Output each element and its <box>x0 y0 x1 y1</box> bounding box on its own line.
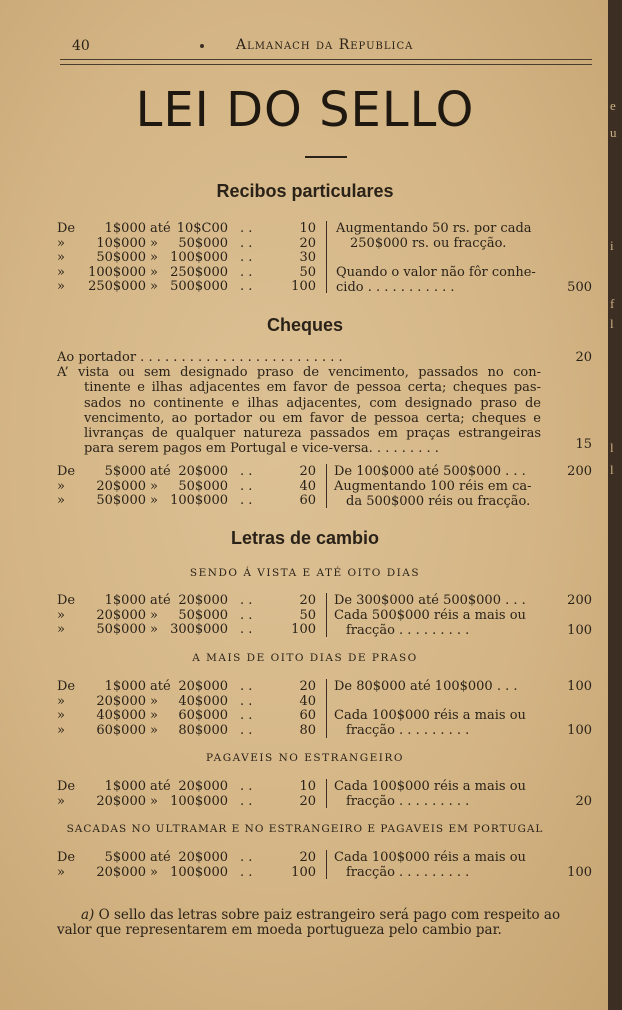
range-from-amount: 20$000 <box>96 478 146 494</box>
range-to-amount: 20$000 <box>178 464 228 479</box>
stamp-value-reis: 20 <box>299 464 316 479</box>
stamp-value-reis: 100 <box>291 622 316 638</box>
range-connector: » <box>150 264 158 280</box>
letras-note-value: 100 <box>567 865 592 880</box>
cheques-note-value: 200 <box>567 464 592 479</box>
leader-dots: . . <box>240 235 253 251</box>
range-from-amount: 100$000 <box>88 264 146 280</box>
range-to-amount: 50$000 <box>178 478 228 494</box>
edge-letter: l <box>610 316 614 331</box>
leader-dots: . . <box>240 779 253 794</box>
letras-note-value: 200 <box>567 593 592 608</box>
cheques-paragraph-line: vencimento, ao portador ou em favor de pessoa certa; cheques e <box>84 410 541 426</box>
leader-dots: . . <box>240 478 253 494</box>
footnote-marker: a) <box>81 907 95 923</box>
range-prefix: De <box>57 679 76 694</box>
column-divider <box>326 850 327 879</box>
stamp-value-reis: 100 <box>291 279 316 295</box>
range-from-amount: 20$000 <box>96 864 146 880</box>
stamp-value-reis: 60 <box>299 493 316 509</box>
range-connector: » <box>150 722 158 738</box>
leader-dots: . . <box>240 607 253 623</box>
range-prefix: » <box>57 478 65 494</box>
stamp-value-reis: 100 <box>291 864 316 880</box>
cheques-portador-line: Ao portador . . . . . . . . . . . . . . . . . . . . . . . . . <box>57 350 343 365</box>
letras-note-line: fracção . . . . . . . . . <box>346 623 470 638</box>
letras-note-line: fracção . . . . . . . . . <box>346 865 470 880</box>
range-to-amount: 300$000 <box>170 622 228 638</box>
range-to-amount: 40$000 <box>178 693 228 709</box>
letras-note-line: De 80$000 até 100$000 . . . <box>334 679 518 694</box>
range-from-amount: 20$000 <box>96 793 146 809</box>
range-from-amount: 20$000 <box>96 693 146 709</box>
stamp-value-reis: 60 <box>299 708 316 724</box>
range-connector: » <box>150 622 158 638</box>
recibos-note-line: Augmentando 50 rs. por cada <box>336 221 532 236</box>
range-prefix: » <box>57 607 65 623</box>
edge-letter: f <box>610 296 615 311</box>
range-connector: » <box>150 864 158 880</box>
edge-letter: l <box>610 462 614 477</box>
range-connector: até <box>150 221 171 236</box>
leader-dots: . . <box>240 264 253 280</box>
range-to-amount: 60$000 <box>178 708 228 724</box>
range-connector: » <box>150 708 158 724</box>
leader-dots: . . <box>240 279 253 295</box>
range-prefix: » <box>57 622 65 638</box>
range-from-amount: 10$000 <box>96 235 146 251</box>
letras-note-line: fracção . . . . . . . . . <box>346 723 470 738</box>
range-to-amount: 10$C00 <box>176 221 228 236</box>
stamp-value-reis: 80 <box>299 722 316 738</box>
range-connector: » <box>150 693 158 709</box>
subsection-title: PAGAVEIS NO ESTRANGEIRO <box>206 752 404 764</box>
subsection-title: A MAIS DE OITO DIAS DE PRASO <box>192 652 418 664</box>
range-to-amount: 50$000 <box>178 235 228 251</box>
letras-note-line: Cada 100$000 réis a mais ou <box>334 779 526 794</box>
leader-dots: . . <box>240 708 253 724</box>
edge-letter: e <box>610 98 616 113</box>
range-connector: » <box>150 235 158 251</box>
leader-dots: . . <box>240 722 253 738</box>
range-prefix: » <box>57 793 65 809</box>
stamp-value-reis: 20 <box>299 793 316 809</box>
letras-note-value: 100 <box>567 679 592 694</box>
range-to-amount: 100$000 <box>170 493 228 509</box>
cheques-paragraph-value: 15 <box>575 437 592 452</box>
section-heading-letras: Letras de cambio <box>230 528 380 548</box>
range-to-amount: 100$000 <box>170 793 228 809</box>
leader-dots: . . <box>240 622 253 638</box>
range-from-amount: 1$000 <box>104 679 146 694</box>
cheques-paragraph-line: livranças de qualquer natureza passados em praças estrangeiras <box>84 426 541 442</box>
edge-letter: u <box>610 125 617 140</box>
range-connector: até <box>150 464 171 479</box>
letras-note-line: Cada 100$000 réis a mais ou <box>334 708 526 723</box>
leader-dots: . . <box>240 679 253 694</box>
range-from-amount: 250$000 <box>88 279 146 295</box>
range-prefix: » <box>57 235 65 251</box>
range-to-amount: 80$000 <box>178 722 228 738</box>
range-connector: até <box>150 679 171 694</box>
recibos-note-line: Quando o valor não fôr conhe- <box>336 265 536 280</box>
page-number: 40 <box>72 38 90 54</box>
range-to-amount: 250$000 <box>170 264 228 280</box>
cheques-paragraph <box>57 365 541 457</box>
page-title: LEI DO SELLO <box>135 82 475 138</box>
range-from-amount: 50$000 <box>96 493 146 509</box>
cheques-paragraph-line: A’ vista ou sem designado praso de vencimento, passados no con- <box>57 365 541 380</box>
range-to-amount: 500$000 <box>170 279 228 295</box>
leader-dots: . . <box>240 850 253 865</box>
footnote-line: valor que representarem em moeda portugueza pelo cambio par. <box>57 922 502 939</box>
edge-letter: i <box>610 238 614 253</box>
range-from-amount: 5$000 <box>104 850 146 865</box>
leader-dots: . . <box>240 593 253 608</box>
letras-note-line: fracção . . . . . . . . . <box>346 794 470 809</box>
stamp-value-reis: 40 <box>299 693 316 709</box>
cheques-note-line: Augmentando 100 réis em ca- <box>334 479 532 494</box>
column-divider <box>326 679 327 738</box>
range-from-amount: 1$000 <box>104 221 146 236</box>
range-from-amount: 20$000 <box>96 607 146 623</box>
stamp-value-reis: 50 <box>299 264 316 280</box>
cheques-paragraph-line: sados no continente e ilhas adjacentes, com designado praso de <box>84 395 541 411</box>
header-rule <box>60 59 592 65</box>
section-heading-cheques: Cheques <box>266 315 344 335</box>
range-to-amount: 100$000 <box>170 864 228 880</box>
range-prefix: » <box>57 264 65 280</box>
range-prefix: De <box>57 464 76 479</box>
cheques-paragraph-line: tinente e ilhas adjacentes em favor de pessoa certa; cheques pas- <box>84 380 541 396</box>
range-prefix: » <box>57 493 65 509</box>
leader-dots: . . <box>240 793 253 809</box>
stamp-value-reis: 10 <box>299 221 316 236</box>
subsection-title: SACADAS NO ULTRAMAR E NO ESTRANGEIRO E PAGAVEIS EM PORTUGAL <box>66 823 544 835</box>
letras-note-line: Cada 100$000 réis a mais ou <box>334 850 526 865</box>
column-divider <box>326 779 327 808</box>
leader-dots: . . <box>240 693 253 709</box>
range-prefix: » <box>57 722 65 738</box>
range-prefix: » <box>57 864 65 880</box>
letras-note-value: 100 <box>567 623 592 638</box>
leader-dots: . . <box>240 493 253 509</box>
range-connector: » <box>150 793 158 809</box>
cheques-paragraph-line: para serem pagos em Portugal e vice-versa. . . . . . . . . <box>84 441 439 457</box>
range-connector: » <box>150 478 158 494</box>
stamp-value-reis: 20 <box>299 235 316 251</box>
recibos-note-value: 500 <box>567 280 592 295</box>
range-connector: » <box>150 607 158 623</box>
range-connector: até <box>150 779 171 794</box>
stamp-value-reis: 20 <box>299 593 316 608</box>
column-divider <box>326 464 327 508</box>
footnote-line: O sello das letras sobre paiz estrangeiro será pago com respeito ao <box>98 907 561 923</box>
leader-dots: . . <box>240 464 253 479</box>
letras-note-value: 20 <box>575 794 592 809</box>
column-divider <box>326 221 327 293</box>
range-prefix: » <box>57 693 65 709</box>
range-to-amount: 20$000 <box>178 850 228 865</box>
column-divider <box>326 593 327 637</box>
footnote <box>57 908 593 939</box>
range-connector: » <box>150 279 158 295</box>
letras-note-value: 100 <box>567 723 592 738</box>
stamp-value-reis: 30 <box>299 250 316 266</box>
recibos-note-line: 250$000 rs. ou fracção. <box>350 236 507 251</box>
range-prefix: De <box>57 221 76 236</box>
leader-dots: . . <box>240 221 253 236</box>
range-prefix: De <box>57 593 76 608</box>
cheques-note-line: De 100$000 até 500$000 . . . <box>334 464 526 479</box>
range-to-amount: 100$000 <box>170 250 228 266</box>
range-to-amount: 20$000 <box>178 779 228 794</box>
range-to-amount: 20$000 <box>178 593 228 608</box>
range-connector: até <box>150 593 171 608</box>
range-from-amount: 50$000 <box>96 250 146 266</box>
running-title: Almanach da Republica <box>236 37 414 53</box>
stamp-value-reis: 20 <box>299 679 316 694</box>
letras-note-line: Cada 500$000 réis a mais ou <box>334 608 526 623</box>
stamp-value-reis: 40 <box>299 478 316 494</box>
leader-dots: . . <box>240 864 253 880</box>
cheques-portador-value: 20 <box>575 350 592 365</box>
letras-note-line: De 300$000 até 500$000 . . . <box>334 593 526 608</box>
range-connector: até <box>150 850 171 865</box>
range-prefix: De <box>57 850 76 865</box>
title-rule <box>305 156 347 158</box>
range-prefix: » <box>57 708 65 724</box>
adjacent-page-edge <box>608 0 622 1010</box>
recibos-note-line: cido . . . . . . . . . . . <box>336 280 455 295</box>
stamp-value-reis: 20 <box>299 850 316 865</box>
range-to-amount: 20$000 <box>178 679 228 694</box>
range-from-amount: 1$000 <box>104 779 146 794</box>
section-heading-recibos: Recibos particulares <box>216 181 394 201</box>
subsection-title: SENDO Á VISTA E ATÉ OITO DIAS <box>189 567 421 579</box>
range-from-amount: 1$000 <box>104 593 146 608</box>
stamp-value-reis: 50 <box>299 607 316 623</box>
range-from-amount: 50$000 <box>96 622 146 638</box>
cheques-note-line: da 500$000 réis ou fracção. <box>346 494 531 509</box>
range-prefix: De <box>57 779 76 794</box>
edge-letter: l <box>610 440 614 455</box>
header-bullet <box>200 44 204 48</box>
range-to-amount: 50$000 <box>178 607 228 623</box>
range-prefix: » <box>57 250 65 266</box>
range-from-amount: 60$000 <box>96 722 146 738</box>
stamp-value-reis: 10 <box>299 779 316 794</box>
leader-dots: . . <box>240 250 253 266</box>
range-connector: » <box>150 493 158 509</box>
range-prefix: » <box>57 279 65 295</box>
range-from-amount: 5$000 <box>104 464 146 479</box>
range-connector: » <box>150 250 158 266</box>
range-from-amount: 40$000 <box>96 708 146 724</box>
